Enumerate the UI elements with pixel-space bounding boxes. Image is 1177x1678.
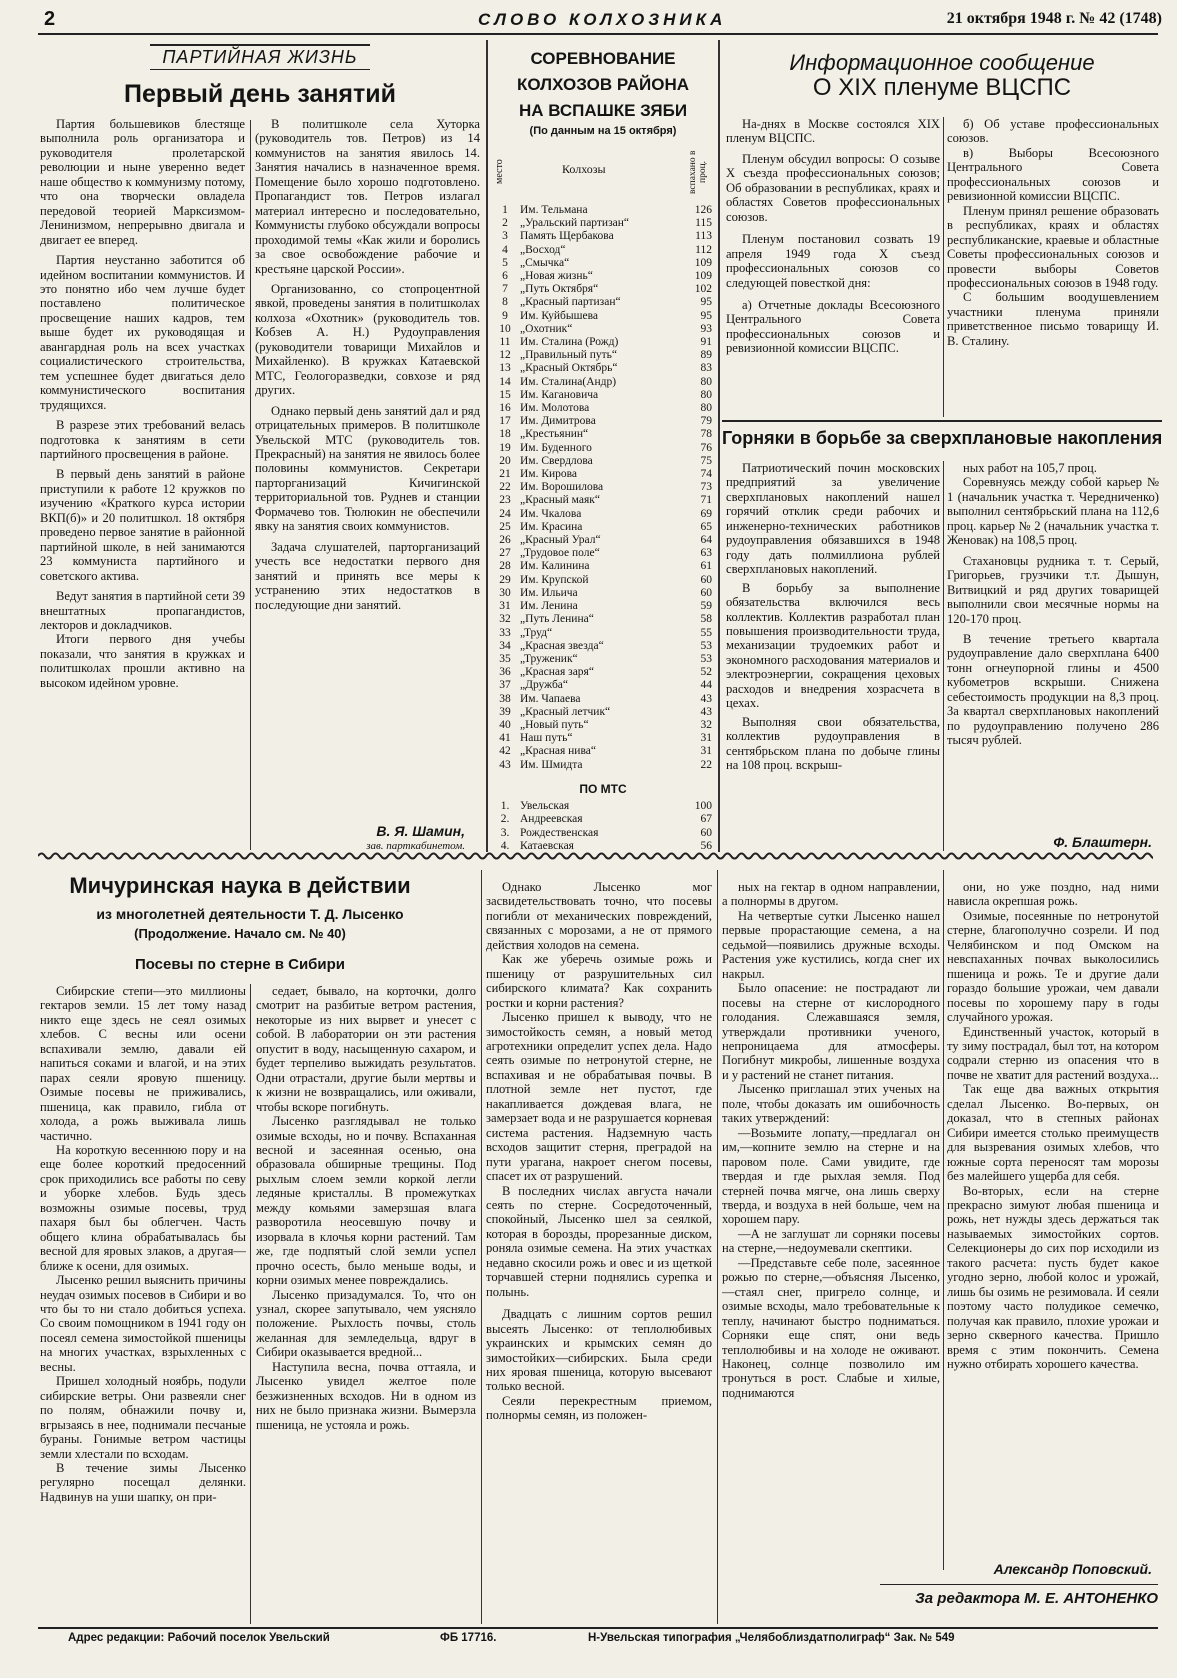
michurin-section: Посевы по стерне в Сибири	[134, 956, 346, 973]
row-place: 34	[499, 639, 511, 652]
row-kolkhoz: Им. Молотова	[520, 402, 590, 415]
row-place: 18	[499, 428, 511, 441]
row-kolkhoz: Им. Сталина (Рожд)	[520, 336, 619, 349]
table-row	[492, 627, 714, 640]
paragraph: Однако первый день занятий дал и ряд отрицательных примеров. В политшколе Увельской МТС (руководитель тов. Прекрасный) на занятия не явилось более половины коммунистов. Секретари парторганизаций Кичигинской территориальной тов. Руднев и станции Формачево тов. Тюлюкин не обеспечили явку на занятия своих коммунистов.	[255, 403, 480, 534]
table-row	[492, 442, 714, 455]
table-row	[492, 296, 714, 309]
vcsps-title: О XIX пленуме ВЦСПС	[812, 74, 1072, 101]
row-value: 59	[700, 600, 712, 613]
michurin-signature: Александр Поповский.	[993, 1561, 1152, 1577]
footer-address: Адрес редакции: Рабочий поселок Увельский	[68, 1632, 330, 1644]
row-value: 44	[700, 679, 712, 692]
row-kolkhoz: Им. Ворошилова	[520, 481, 604, 494]
row-place: 19	[499, 441, 511, 454]
paragraph: На короткую весеннюю пору и на еще более короткий предосенний срок приходились все работы по севу и уборке хлебов. Будь здесь возможны озимые посевы, труд пахаря был бы облегчен. Часть общего клина обрабатывалась бы весной для яровых злаков, а другая—ближе к осени, для озимых.	[40, 1142, 246, 1273]
row-value: 126	[694, 204, 712, 216]
paragraph: Выполняя свои обязательства, коллектив рудоуправления в сентябрьском плана по добыче глины на 108 проц. вскрыш-	[726, 714, 940, 773]
row-place: 21	[499, 468, 511, 481]
miners-title: Горняки в борьбе за сверхплановые накопления	[722, 428, 1162, 448]
paragraph: Пришел холодный ноябрь, подули сибирские ветры. Они развеяли снег по полям, обнажили почву и, вгрызаясь в нее, поднимали песчаные бураны. Гонимые ветром частицы земли хлестали по всходам.	[40, 1374, 246, 1461]
paragraph: В последних числах августа начали сеять по стерне. Сосредоточенный, спокойный, Лысенко шел за сеялкой, которая в борозды, прорезанные диском, роняла озимые семена. На этих участках недавно скосили рожь и овес и из щеткой торчавшей стерни поднялись сурепка и полынь.	[486, 1183, 712, 1299]
paragraph: Лысенко пришел к выводу, что не зимостойкость семян, а новый метод агротехники определит успех дела. Надо сеять озимые по нетронутой стерне, не вспахивая и не обрабатывая почвы. В плотной земле нет пустот, где накапливается дождевая влага, не замерзает вода и не разрушается корневая система растения. Надземную часть всходов защитит стерня, преградой на пути урагана, накроет снегом посевы, спасет их от разрушений.	[486, 1010, 712, 1184]
table-row	[492, 468, 714, 481]
row-kolkhoz: Им. Чкалова	[520, 507, 582, 520]
col-pct-label: вспахано в проц.	[688, 150, 708, 194]
paragraph: Как же уберечь озимые рожь и пшеницу от разрушительных сил сибирского климата? Как сохранить ростки и корни растения?	[486, 952, 712, 1010]
row-value: 22	[700, 758, 712, 771]
paragraph: —Возьмите лопату,—предлагал он им,—копните землю на стерне и на паровом поле. Сами увидите, где твердая и где рыхлая земля. Под стерней почва мягче, она лишь сверху тверда, и воздуха в ней больше, чем на хорошем пару.	[722, 1125, 940, 1227]
footer-printer: Н-Увельская типография „Челябоблиздатполиграф“ Зак. № 549	[588, 1632, 955, 1644]
column-rule	[943, 117, 944, 417]
vcsps-kicker: Информационное сообщение	[789, 50, 1095, 75]
paragraph: Стахановцы рудника т. т. Серый, Григорьев, грузчики т.т. Дышун, Витвицкий и ряд других товарищей выполнили свои месячные нормы на 120-170 проц.	[947, 553, 1159, 626]
row-kolkhoz: Им. Чапаева	[520, 692, 581, 705]
table-row	[492, 323, 714, 336]
row-kolkhoz: „Путь Ленина“	[520, 613, 594, 626]
paragraph: В политшколе села Хуторка (руководитель тов. Петров) из 14 коммунистов на занятия явилось 14. Занятия начались в назначенное время. Помещение было хорошо подготовлено. Пропагандист тов. Петров излагал материал интересно и последовательно, Коммунисты глубоко обсуждали вопросы проходимой темы «Как жили и боролись за свое освобождение рабочие и крестьяне царской России».	[255, 117, 480, 276]
row-place: 8	[502, 296, 508, 309]
row-place: 16	[499, 402, 511, 415]
row-value: 53	[700, 652, 712, 665]
row-value: 76	[700, 441, 712, 454]
paragraph: Пленум постановил созвать 19 апреля 1949 года X съезд профессиональных союзов со следующей повесткой дня:	[726, 232, 940, 290]
miners-signature: Ф. Блаштерн.	[1053, 834, 1152, 850]
col-kolkhoz-label: Колхозы	[562, 162, 606, 176]
col-place-label: место	[494, 159, 505, 185]
row-value: 64	[700, 534, 712, 547]
row-kolkhoz: „Крестьянин“	[520, 428, 589, 441]
column-rule	[717, 870, 718, 1624]
row-kolkhoz: „Дружба“	[520, 679, 568, 692]
paragraph: Патриотический почин московских предприятий за увеличение сверхплановых накоплений нашел горячий отклик среди рабочих и инженерно-технических работников рудоуправления обязавшихся в 1948 году дать полмиллиона рублей сверхплановых накоплений.	[726, 461, 940, 577]
row-kolkhoz: „Восход“	[520, 243, 566, 256]
row-place: 14	[499, 375, 511, 388]
michurin-col-3	[486, 880, 712, 1624]
row-value: 61	[700, 560, 712, 573]
party-rubric: ПАРТИЙНАЯ ЖИЗНЬ	[150, 44, 370, 70]
row-value: 75	[700, 454, 712, 467]
paragraph: В первый день занятий в районе приступили к работе 12 кружков по изучению «Краткого курса истории ВКП(б)» и 20 политшкол. 18 октября проведено первое занятие в районной партийной школе, в ней занимаются 23 коммуниста партийного и советского актива.	[40, 467, 245, 583]
competition-header	[492, 142, 714, 204]
paragraph: в) Выборы Всесоюзного Центрального Совета профессиональных союзов и ревизионной комиссии ВЦСПС.	[947, 145, 1159, 204]
row-value: 73	[700, 481, 712, 494]
paragraph: Партия неустанно заботится об идейном воспитании коммунистов. И это понятно ибо чем лучше будет поставлено политическое просвещение наших кадров, тем выше будет их руководящая и авангардная роль на всех участках социалистического строительства, тем успешнее будет двигаться дело коммунистического воспитания трудящихся.	[40, 253, 245, 412]
row-value: 69	[700, 507, 712, 520]
michurin-subtitle: из многолетней деятельности Т. Д. Лысенко	[96, 906, 404, 922]
row-kolkhoz: „Красный Октябрь“	[520, 362, 618, 375]
row-kolkhoz: Им. Кирова	[520, 468, 578, 481]
row-kolkhoz: „Красный партизан“	[520, 296, 621, 309]
column-rule	[943, 461, 944, 851]
competition-box	[492, 46, 714, 856]
row-mts: Андреевская	[520, 813, 583, 826]
paragraph: В течение зимы Лысенко регулярно посещал делянки. Надвинув на уши шапку, он при-	[40, 1460, 246, 1504]
party-col-1	[40, 117, 245, 857]
miners-col-2	[947, 461, 1159, 831]
paragraph: а) Отчетные доклады Всесоюзного Центрального Совета профессиональных союзов и ревизионной комиссии ВЦСПС.	[726, 297, 940, 356]
row-place: 37	[499, 679, 511, 692]
row-kolkhoz: Им. Буденного	[520, 441, 592, 454]
row-kolkhoz: Им. Шмидта	[520, 758, 583, 771]
competition-title-2: КОЛХОЗОВ РАЙОНА	[517, 75, 689, 94]
table-row	[492, 310, 714, 323]
paragraph: Так еще два важных открытия сделал Лысенко. Во-первых, он доказал, что в степных районах Сибири имеется столько преимуществ для вызревания озимых хлебов, что южные сорта переносят там морозы без малейшего ущерба для себя.	[947, 1082, 1159, 1184]
row-value: 55	[700, 626, 712, 639]
competition-subtitle: (По данным на 15 октября)	[529, 125, 677, 137]
row-kolkhoz: „Красная нива“	[520, 745, 596, 758]
table-row	[492, 813, 714, 827]
row-place: 29	[499, 573, 511, 586]
row-kolkhoz: „Правильный путь“	[520, 349, 618, 362]
table-row	[492, 336, 714, 349]
row-value: 71	[700, 494, 712, 507]
table-row	[492, 719, 714, 732]
party-title: Первый день занятий	[123, 80, 397, 108]
footer-fb: ФБ 17716.	[440, 1632, 497, 1644]
paragraph: Пленум принял решение образовать в республиках, краях и областях республиканские, краевые и областные Советы профессиональных союзов и провести выборы Советов профессиональных союзов в 1948 году.	[947, 203, 1159, 290]
row-value: 32	[700, 718, 712, 731]
row-value: 60	[700, 826, 712, 839]
row-mts: Увельская	[520, 799, 570, 812]
row-kolkhoz: „Красный Урал“	[520, 534, 601, 547]
row-kolkhoz: „Трудовое поле“	[520, 547, 600, 560]
row-place: 2	[502, 217, 508, 230]
competition-title-1: СОРЕВНОВАНИЕ	[530, 49, 676, 68]
row-value: 63	[700, 547, 712, 560]
row-kolkhoz: Им. Кагановича	[520, 388, 599, 401]
row-mts: Рождественская	[520, 826, 599, 839]
row-kolkhoz: Им. Калинина	[520, 560, 590, 573]
table-row	[492, 349, 714, 362]
row-place: 42	[499, 745, 511, 758]
paragraph: они, но уже поздно, над ними нависла окрепшая рожь.	[947, 880, 1159, 909]
footer	[40, 1632, 1158, 1652]
row-value: 60	[700, 573, 712, 586]
column-rule	[486, 40, 488, 852]
paragraph: Лысенко призадумался. То, что он узнал, скорее запутывало, чем уясняло положение. Рыхлость почвы, столь желанная для земледельца, вдруг в Сибири оказывается вредной...	[256, 1287, 476, 1360]
paragraph: Лысенко приглашал этих ученых на поле, чтобы доказать им ошибочность таких утверждений:	[722, 1082, 940, 1126]
row-mts: Катаевская	[520, 840, 574, 853]
table-row	[492, 376, 714, 389]
paragraph: Однако Лысенко мог засвидетельствовать точно, что посевы погибли от механических повреждений, связанных с морозами, а не от прямого действия холодов на семена.	[486, 880, 712, 952]
row-place: 7	[502, 283, 508, 296]
table-row	[492, 204, 714, 217]
paragraph: —А не заглушат ли сорняки посевы на стерне,—недоумевали скептики.	[722, 1226, 940, 1256]
table-row	[492, 244, 714, 257]
row-kolkhoz: „Красная заря“	[520, 666, 594, 679]
table-row	[492, 759, 714, 772]
table-row	[492, 653, 714, 666]
row-place: 31	[499, 600, 511, 613]
row-value: 60	[700, 586, 712, 599]
row-value: 31	[700, 745, 712, 758]
table-row	[492, 613, 714, 626]
table-row	[492, 534, 714, 547]
row-place: 25	[499, 520, 511, 533]
paragraph: Задача слушателей, парторганизаций учесть все недостатки первого дня занятий и принять все меры к устранению этих недостатков в последующие дни занятий.	[255, 539, 480, 612]
row-place: 13	[499, 362, 511, 375]
row-value: 80	[700, 402, 712, 415]
competition-title-3: НА ВСПАШКЕ ЗЯБИ	[518, 101, 688, 120]
michurin-title: Мичуринская наука в действии	[69, 873, 411, 898]
paper-name: СЛОВО КОЛХОЗНИКА	[478, 10, 727, 29]
table-row	[492, 706, 714, 719]
paragraph: На-днях в Москве состоялся XIX пленум ВЦСПС.	[726, 117, 940, 146]
footer-rule	[38, 1627, 1158, 1629]
row-kolkhoz: „Путь Октября“	[520, 283, 599, 296]
row-kolkhoz: „Новый путь“	[520, 718, 589, 731]
row-value: 52	[700, 666, 712, 679]
row-kolkhoz: Им. Крупской	[520, 573, 589, 586]
paragraph: Итоги первого дня учебы показали, что занятия в кружках и политшколах прошли активно на высоком идейном уровне.	[40, 632, 245, 690]
paragraph: Сеяли перекрестным приемом, полнормы семян, из положен-	[486, 1393, 712, 1423]
row-kolkhoz: Им. Красина	[520, 520, 583, 533]
paragraph: —Представьте себе поле, засеянное рожью по стерне,—объясняя Лысенко,—стаял снег, пригрело солнце, и озимые всходы, мало требовательные к теплу, начинают быстро подниматься. Сорняки еще спят, они ведь теплолюбивы и на холоде не оживают. Наконец, солнце позволило им тронуться в рост. Слабые и хилые, поднимаются	[722, 1255, 940, 1400]
row-place: 6	[502, 270, 508, 283]
table-row	[492, 745, 714, 758]
row-value: 53	[700, 639, 712, 652]
table-row	[492, 428, 714, 441]
row-value: 58	[700, 613, 712, 626]
paragraph: На четвертые сутки Лысенко нашел первые прорастающие семена, а на седьмой—появились дружные всходы. Растения уже кустились, когда снег их накрыл.	[722, 908, 940, 981]
column-rule	[250, 120, 251, 850]
paragraph: Было опасение: не пострадают ли посевы на стерне от кислородного голодания. Слежавшаяся земля, утверждали противники ученого, непроницаема для атмосферы. Погибнут микробы, лишенные воздуха и у растений не станет питания.	[722, 981, 940, 1082]
row-kolkhoz: „Красный летчик“	[520, 705, 611, 718]
table-row	[492, 666, 714, 679]
paragraph: Озимые, посеянные по нетронутой стерне, благополучно созрели. И под Челябинском и под Омском на невспаханных почвах выколосились пшеница и рожь. Те и другие дали гораздо большие урожаи, чем давали посевы по хорошему пару в годы случайного урожая.	[947, 908, 1159, 1025]
row-kolkhoz: Наш путь“	[520, 732, 573, 745]
michurin-continuation: (Продолжение. Начало см. № 40)	[134, 926, 346, 941]
row-kolkhoz: „Труд“	[520, 626, 553, 639]
row-kolkhoz: Им. Димитрова	[520, 415, 596, 428]
row-value: 93	[700, 322, 712, 335]
row-place: 11	[499, 336, 511, 349]
row-place: 4	[502, 243, 508, 256]
editor-rule	[880, 1584, 1158, 1585]
paragraph: Наступила весна, почва оттаяла, и Лысенко увидел желтое поле безжизненных всходов. Ни в одном из них не было признака жизни. Вымерзла пшеница, не устояла и рожь.	[256, 1359, 476, 1432]
table-row	[492, 230, 714, 243]
row-place: 5	[502, 256, 508, 269]
row-kolkhoz: „Красный маяк“	[520, 494, 600, 507]
row-place: 15	[499, 388, 511, 401]
row-value: 115	[695, 217, 712, 230]
michurin-col-2	[256, 984, 476, 1624]
row-place: 17	[499, 415, 511, 428]
vcsps-col-2	[947, 117, 1159, 417]
mts-table	[492, 800, 714, 854]
row-place: 22	[499, 481, 511, 494]
row-place: 33	[499, 626, 511, 639]
paragraph: Лысенко разглядывал не только озимые всходы, но и почву. Вспаханная весной и засеянная осенью, она образовала обширные трещины. Под рыхлым слоем земли коркой легли ледяные кристаллы. В промежутках между комьями замерзшая влага разворотила неосевшую почву и изорвала в клочья корни растений. Там же, где подпятый слой земли успел прочно осесть, было меньше воды, и корни озимых менее повреждались.	[256, 1114, 476, 1288]
row-kolkhoz: „Новая жизнь“	[520, 270, 593, 283]
column-rule	[481, 870, 482, 1624]
row-value: 43	[700, 692, 712, 705]
row-value: 43	[700, 705, 712, 718]
row-place: 3.	[500, 826, 510, 839]
table-row	[492, 415, 714, 428]
paragraph: С большим воодушевлением участники пленума приняли приветственное письмо товарищу И. В. Сталину.	[947, 290, 1159, 348]
table-row	[492, 257, 714, 270]
row-place: 1	[502, 204, 508, 216]
table-row	[492, 508, 714, 521]
michurin-col-4	[722, 880, 940, 1624]
paragraph: Соревнуясь между собой карьер № 1 (начальник участка т. Чередниченко) выполнил сентябрьский плана на 112,6 проц. карьер № 2 (начальник участка т. Женовак) на 108,5 проц.	[947, 475, 1159, 548]
editor-line: За редактора М. Е. АНТОНЕНКО	[915, 1590, 1158, 1607]
wavy-divider	[38, 850, 1153, 862]
paragraph: Пленум обсудил вопросы: О созыве X съезда профессиональных союзов; Об образовании в республиках, краях и областях Советов профессиональных союзов.	[726, 151, 940, 224]
row-value: 109	[694, 270, 712, 283]
paragraph: Организованно, со стопроцентной явкой, проведены занятия в политшколах колхоза «Охотник» (руководитель тов. Кобзев А. Н.) Рудоуправления (руководители товарищи Михайлов и Михайленко). В кружках Катаевской МТС, Геологоразведки, совхозе и ряд других.	[255, 281, 480, 398]
row-place: 40	[499, 718, 511, 731]
table-row	[492, 560, 714, 573]
table-row	[492, 494, 714, 507]
row-value: 112	[695, 243, 712, 256]
paragraph: седает, бывало, на корточки, долго смотрит на разбитые ветром растения, некоторые из них вырвет и унесет с собой. В лаборатории он эти растения опустит в воду, насыщенную сахаром, и будет терпеливо выжидать результатов. Одни отрастали, другие были мертвы и к жизни не возвращались, или оживали, чтобы вскоре погибнуть.	[256, 984, 476, 1114]
row-place: 27	[499, 547, 511, 560]
row-value: 91	[700, 336, 712, 349]
row-place: 41	[499, 732, 511, 745]
competition-table	[492, 204, 714, 772]
table-row	[492, 402, 714, 415]
column-rule	[250, 984, 251, 1624]
row-place: 26	[499, 534, 511, 547]
row-place: 4.	[500, 840, 510, 853]
column-rule	[718, 40, 720, 852]
paragraph: Лысенко решил выяснить причины неудач озимых посевов в Сибири и во что бы то ни стало добиться успеха. Со своим помощником в 1941 году он посеял семена зимостойкой пшеницы на многих участках, взрыхленных с весны.	[40, 1273, 246, 1374]
table-row	[492, 217, 714, 230]
row-value: 100	[694, 799, 712, 812]
michurin-col-5	[947, 880, 1159, 1560]
row-value: 80	[700, 388, 712, 401]
row-value: 31	[700, 732, 712, 745]
row-value: 89	[700, 349, 712, 362]
masthead-rule	[38, 33, 1158, 35]
table-row	[492, 270, 714, 283]
row-place: 30	[499, 586, 511, 599]
row-value: 80	[700, 375, 712, 388]
row-place: 3	[502, 230, 508, 243]
row-place: 2.	[500, 813, 510, 826]
row-kolkhoz: „Охотник“	[520, 322, 573, 335]
paragraph: В разрезе этих требований велась подготовка к занятиям в сети партийного просвещения в районе.	[40, 418, 245, 461]
paragraph: Единственный участок, который в ту зиму пострадал, был тот, на котором содрали стерню из опасения что в почве не хватит для растений воздуха...	[947, 1024, 1159, 1082]
row-value: 95	[700, 309, 712, 322]
row-kolkhoz: Им. Куйбышева	[520, 309, 598, 322]
row-value: 102	[694, 283, 712, 296]
paragraph: Сибирские степи—это миллионы гектаров земли. 15 лет тому назад никто еще здесь не сеял озимых хлебов. С весны или осени вспахивали землю, давали ей напиться соками и влагой, и на этих парах сеяли яровую пшеницу. Озимые посевы не приживались, пшеница, как правило, гибла от холода, а рожь выживала лишь частично.	[40, 984, 246, 1143]
row-value: 65	[700, 520, 712, 533]
row-kolkhoz: Им. Ильича	[520, 586, 578, 599]
row-place: 38	[499, 692, 511, 705]
party-signature: В. Я. Шамин,	[376, 823, 465, 839]
paragraph: Партия большевиков блестяще выполнила роль организатора и руководителя пролетарской революции и ныне уверенно ведет наше общество к коммунизму потому, что она творчески овладела передовой теорией Марксизмом-Ленинизмом, непрерывно двигала и двигает ее вперед.	[40, 117, 245, 247]
row-kolkhoz: Память Щербакова	[520, 230, 614, 243]
table-row	[492, 481, 714, 494]
table-row	[492, 640, 714, 653]
paragraph: ных работ на 105,7 проц.	[963, 461, 1097, 475]
row-kolkhoz: Им. Сталина(Андр)	[520, 375, 617, 388]
table-row	[492, 679, 714, 692]
michurin-col-1	[40, 984, 246, 1624]
row-kolkhoz: „Смычка“	[520, 256, 570, 269]
row-value: 74	[700, 468, 712, 481]
table-row	[492, 587, 714, 600]
row-place: 43	[499, 758, 511, 771]
party-signature-role: зав. парткабинетом.	[366, 840, 465, 852]
vcsps-col-1	[726, 117, 940, 417]
page-number: 2	[44, 8, 56, 30]
table-row	[492, 362, 714, 375]
paragraph: Ведут занятия в партийной сети 39 внештатных пропагандистов, лекторов и докладчиков.	[40, 589, 245, 632]
row-value: 56	[700, 840, 712, 853]
row-place: 1.	[500, 799, 510, 812]
section-rule	[722, 420, 1162, 422]
row-value: 95	[700, 296, 712, 309]
table-row	[492, 600, 714, 613]
table-row	[492, 283, 714, 296]
table-row	[492, 827, 714, 841]
table-row	[492, 693, 714, 706]
row-value: 83	[700, 362, 712, 375]
row-place: 28	[499, 560, 511, 573]
party-col-2	[255, 117, 480, 817]
row-place: 12	[499, 349, 511, 362]
row-value: 79	[700, 415, 712, 428]
paragraph: В течение третьего квартала рудоуправление дало сверхплана 6400 тонн огнеупорной глины и 4500 кубометров вскрыши. Снижена себестоимость продукции на 8,3 проц. За квартал сверхплановых накоплений по рудоуправлению получено 286 тысяч рублей.	[947, 631, 1159, 748]
row-value: 109	[694, 256, 712, 269]
table-row	[492, 732, 714, 745]
row-place: 24	[499, 507, 511, 520]
row-kolkhoz: „Труженик“	[520, 652, 578, 665]
row-place: 20	[499, 454, 511, 467]
row-kolkhoz: Им. Свердлова	[520, 454, 593, 467]
paragraph: ных на гектар в одном направлении, а полнормы в другом.	[722, 880, 940, 909]
paragraph: В борьбу за выполнение обязательства включился весь коллектив. Коллектив разработал план повышения производительности труда, механизации трудоемких работ и экономного расходования материалов и электроэнергии, сокращения цеховых расходов и внедрения хозрасчета в цехах.	[726, 580, 940, 711]
table-row	[492, 547, 714, 560]
table-row	[492, 574, 714, 587]
mts-title: ПО МТС	[579, 781, 627, 796]
column-rule	[943, 870, 944, 1570]
row-place: 35	[499, 652, 511, 665]
masthead	[38, 8, 1168, 32]
table-row	[492, 800, 714, 814]
row-place: 10	[499, 322, 511, 335]
row-place: 23	[499, 494, 511, 507]
row-place: 9	[502, 309, 508, 322]
paragraph: Двадцать с лишним сортов решил высеять Лысенко: от теплолюбивых украинских и крымских семян до зимостойких—сибирских. Была среди них яровая пшеница, которую высевают только весной.	[486, 1307, 712, 1394]
row-kolkhoz: „Красная звезда“	[520, 639, 604, 652]
row-kolkhoz: „Уральский партизан“	[520, 217, 629, 230]
row-value: 67	[700, 813, 712, 826]
row-place: 39	[499, 705, 511, 718]
row-kolkhoz: Им. Тельмана	[520, 204, 588, 216]
table-row	[492, 455, 714, 468]
miners-col-1	[726, 461, 940, 853]
issue-date: 21 октября 1948 г. № 42 (1748)	[946, 10, 1162, 27]
paragraph: б) Об уставе профессиональных союзов.	[947, 117, 1159, 146]
paragraph: Во-вторых, если на стерне прекрасно зимуют любая пшеница и рожь, нет нужды здесь держаться так называемых зимостойких сортов. Селекционеры до сих пор исходили из такого расчета: пусть будет какое угодно зерно, любой колос и урожай, лишь бы озимь не резимовала. И сеяли поэтому часто полудикое семечко, получая как правило, плохие урожаи и зерно скверного качества. Пришло время с этим покончить. Семена нужно отбирать хорошего качества.	[947, 1183, 1159, 1371]
table-row	[492, 521, 714, 534]
row-place: 32	[499, 613, 511, 626]
row-value: 78	[700, 428, 712, 441]
row-kolkhoz: Им. Ленина	[520, 600, 578, 613]
table-row	[492, 389, 714, 402]
row-place: 36	[499, 666, 511, 679]
row-value: 113	[695, 230, 712, 243]
